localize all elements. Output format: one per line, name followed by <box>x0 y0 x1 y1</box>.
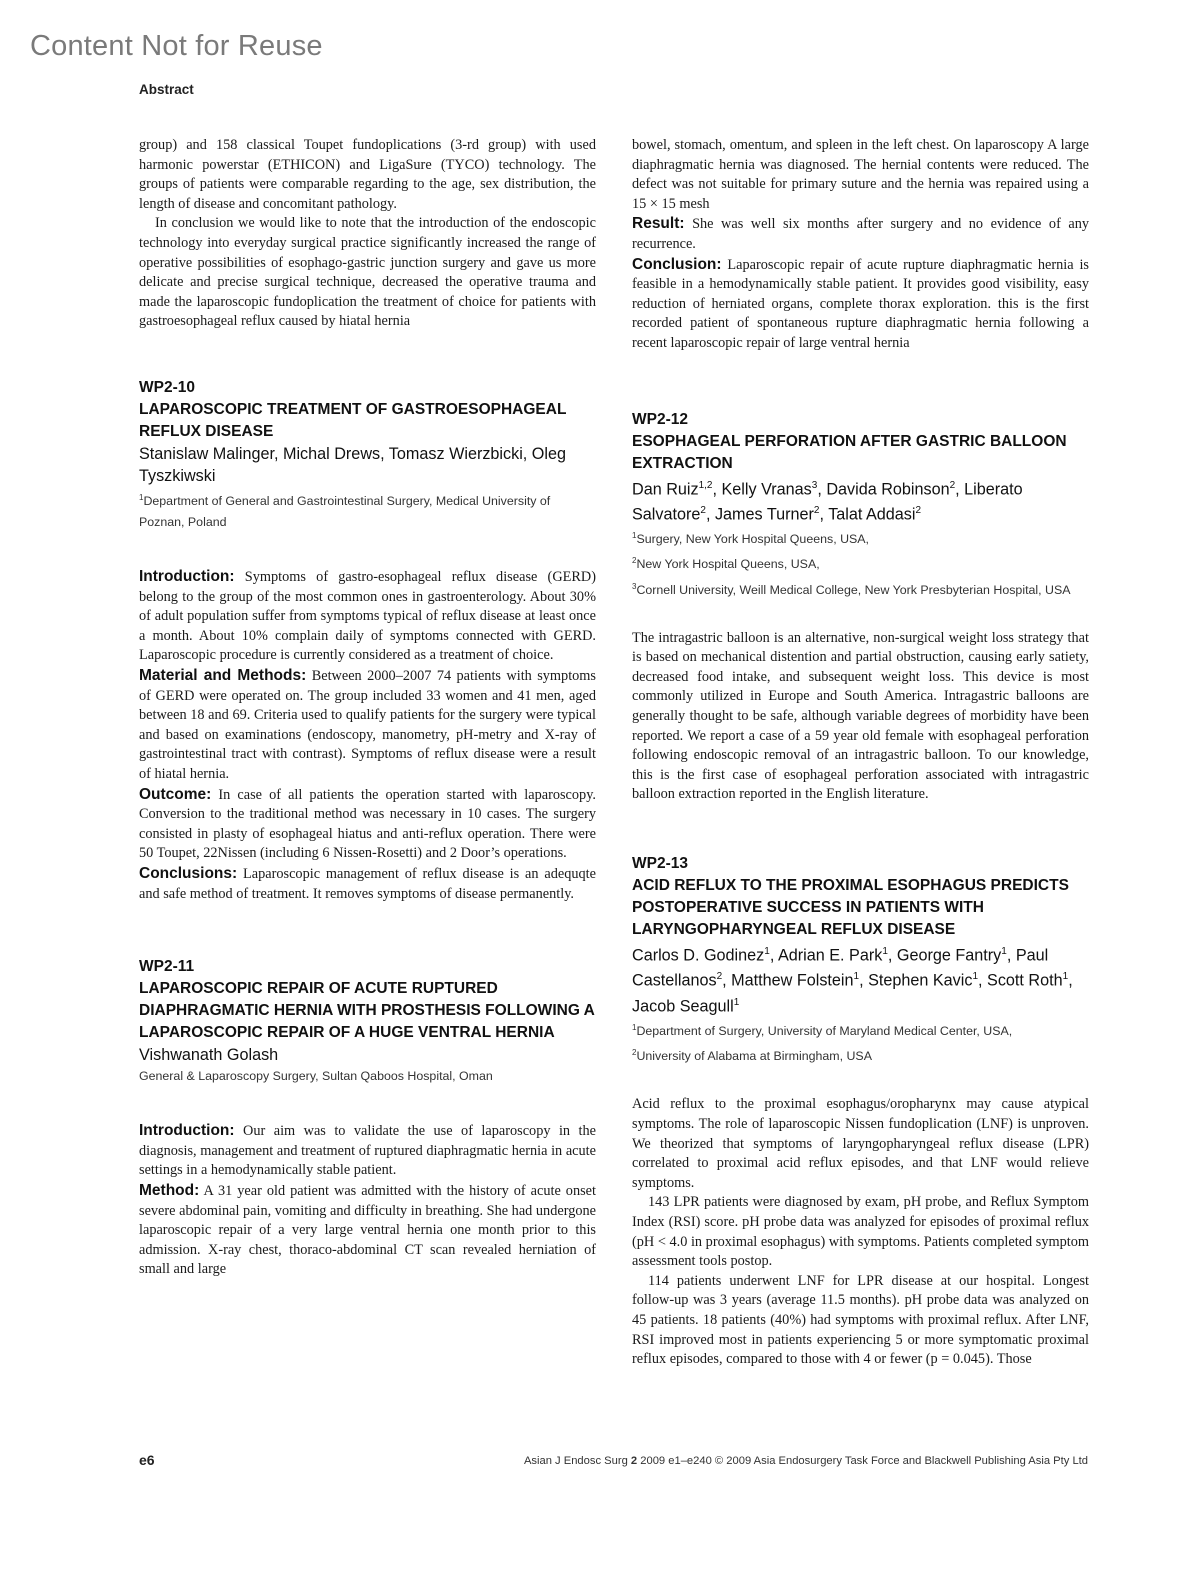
author-affiliation-mark: 1 <box>972 971 979 983</box>
watermark: Content Not for Reuse <box>30 30 323 62</box>
abstract-authors: Vishwanath Golash <box>139 1046 279 1065</box>
author-affiliation-mark: 1 <box>882 946 888 958</box>
author-affiliation-mark: 2 <box>915 504 922 516</box>
abstract-authors: Dan Ruiz$^{1,2}$, Kelly Vranas$^3$, Davida Robinson$^2$, Liberato Salvatore$^2$, James Turner$^2$, Talat Addasi$^2$ <box>632 479 1023 524</box>
author-affiliation-mark: 2 <box>813 504 820 516</box>
conclusions-paragraph: Conclusions: Laparoscopic management of reflux disease is an adequqte and safe method of treatment. It removes symptoms of disease permanently. <box>139 864 597 902</box>
abstract-wp2-11 <box>139 956 596 1280</box>
abstract-title: ACID REFLUX TO THE PROXIMAL ESOPHAGUS PREDICTS POSTOPERATIVE SUCCESS IN PATIENTS WITH LARYNGOPHARYNGEAL REFLUX DISEASE <box>632 877 1069 939</box>
affiliation-list <box>632 1017 1089 1067</box>
abstract-body: Acid reflux to the proximal esophagus/oropharynx may cause atypical symptoms. The role of laparoscopic Nissen fundoplication (LNF) is unproven. We theorized that symptoms of laryngopharyngeal reflux disease (LPR) correlated to proximal acid reflux episodes, and that LNF would relieve symptoms. <box>632 1096 1089 1191</box>
author-name: Stephen Kavic <box>868 971 973 990</box>
abstract-title: LAPAROSCOPIC TREATMENT OF GASTROESOPHAGEAL REFLUX DISEASE <box>139 400 567 440</box>
affiliation: General & Laparoscopy Surgery, Sultan Qaboos Hospital, Oman <box>139 1069 493 1084</box>
author-name: Dan Ruiz <box>632 479 699 498</box>
author-affiliation-mark: 2 <box>716 971 723 983</box>
abstract-title: LAPAROSCOPIC REPAIR OF ACUTE RUPTURED DIAPHRAGMATIC HERNIA WITH PROSTHESIS FOLLOWING A LAPAROSCOPIC REPAIR OF A HUGE VENTRAL HERNIA <box>139 980 595 1042</box>
abstract-body: 143 LPR patients were diagnosed by exam, pH probe, and Reflux Symptom Index (RSI) score. pH probe data was analyzed for episodes of proximal reflux (pH < 4.0 in proximal esophagus) with symptoms. Patients completed symptom assessment tools postop. <box>632 1194 1089 1270</box>
author-affiliation-mark: 1 <box>733 996 740 1008</box>
author-name: Carlos D. Godinez <box>632 946 765 965</box>
journal-citation: Asian J Endosc Surg 2 2009 e1–e240 © 2009 Asia Endosurgery Task Force and Blackwell Publishing Asia Pty Ltd <box>523 1455 1088 1467</box>
author-name: Kelly Vranas <box>721 479 812 498</box>
affiliation-list <box>632 525 1089 600</box>
affiliation: $^1$Department of General and Gastrointestinal Surgery, Medical University of Poznan, Poland <box>139 492 551 530</box>
author-name: Davida Robinson <box>826 479 950 498</box>
abstract-wp2-13 <box>632 853 1089 1370</box>
author-name: Scott Roth <box>987 971 1063 990</box>
abstract-authors: Stanislaw Malinger, Michal Drews, Tomasz Wierzbicki, Oleg Tyszkiwski <box>139 444 566 485</box>
section-label: Abstract <box>139 82 194 97</box>
affiliation: $^2$University of Alabama at Birmingham, USA <box>632 1048 872 1064</box>
author-name: Talat Addasi <box>828 505 916 524</box>
author-affiliation-mark: 1 <box>1001 946 1007 958</box>
abstract-code: WP2-12 <box>632 410 688 428</box>
abstract-code: WP2-11 <box>139 958 195 976</box>
affiliation: $^1$Department of Surgery, University of Maryland Medical Center, USA, <box>632 1023 1013 1039</box>
abstract-body: 114 patients underwent LNF for LPR disease at our hospital. Longest follow-up was 3 years (average 11.5 months). pH probe data was analyzed on 45 patients. 18 patients (40%) had symptoms with proximal reflux. After LNF, RSI improved most in patients experiencing 5 or more symptomatic proximal reflux episodes, compared to those with 4 or fewer (p = 0.045). Those <box>632 1272 1089 1368</box>
left-column <box>139 136 596 1280</box>
author-name: George Fantry <box>896 946 1002 965</box>
author-affiliation-mark: 2 <box>700 504 706 516</box>
abstract-code: WP2-13 <box>632 855 688 873</box>
author-name: James Turner <box>714 505 814 524</box>
affiliation: $^2$New York Hospital Queens, USA, <box>632 556 820 572</box>
continued-paragraph: In conclusion we would like to note that the introduction of the endoscopic technology into everyday surgical practice significantly increased the range of operative possibilities of esophago-gastric junction surgery and gave us more delicate and precise surgical technique, decreased the operative trauma and made the laparoscopic fundoplication the treatment of choice for patients with gastroesophageal reflux caused by hiatal hernia <box>139 215 596 330</box>
abstract-body: The intragastric balloon is an alternative, non-surgical weight loss strategy that is based on mechanical distention and partial obstruction, causing early satiety, decreased food intake, and subsequent weight loss. This device is most commonly utilized in Europe and South America. Intragastric balloons are generally thought to be safe, although variable degrees of morbidity have been reported. We report a case of a 59 year old female with esophageal perforation following endoscopic removal of an intragastric balloon. To our knowledge, this is the first case of esophageal perforation associated with intragastric balloon extraction reported in the English literature. <box>632 629 1089 803</box>
affiliation: $^3$Cornell University, Weill Medical College, New York Presbyterian Hospital, USA <box>632 581 1071 597</box>
page-number: e6 <box>139 1452 155 1468</box>
right-column <box>632 136 1089 1370</box>
author-affiliation-mark: 1 <box>1062 971 1069 983</box>
outcome-paragraph: Outcome: In case of all patients the operation started with laparoscopy. Conversion to the traditional method was necessary in 10 cases. The surgery consisted in plasty of esophageal hiatus and anti-reflux operation. There were 50 Toupet, 22Nissen (including 6 Nissen-Rosetti) and 2 Door’s operations. <box>139 785 596 862</box>
author-name: Liberato Salvatore <box>632 479 1023 524</box>
continued-paragraph: bowel, stomach, omentum, and spleen in the left chest. On laparoscopy A large diaphragmatic hernia was diagnosed. The hernial contents were reduced. The defect was not suitable for primary suture and the hernia was repaired using a 15 × 15 mesh <box>632 137 1089 212</box>
result-paragraph: Result: She was well six months after surgery and no evidence of any recurrence. <box>632 215 1089 252</box>
author-affiliation-mark: 1 <box>764 946 770 958</box>
method-paragraph: Method: A 31 year old patient was admitted with the history of acute onset severe abdominal pain, vomiting and difficulty in breathing. She had undergone laparoscopic repair of a very large ventral hernia one month prior to this admission. X-ray chest, thoraco-abdominal CT scan revealed herniation of small and large <box>139 1181 596 1278</box>
conclusion-paragraph: Conclusion: Laparoscopic repair of acute rupture diaphragmatic hernia is feasible in a hemodynamically stable patient. It provides good visibility, easy reduction of herniated organs, complete thorax exploration. this is the first recorded patient of spontaneous rupture diaphragmatic hernia following a recent laparoscopic repair of large ventral hernia <box>632 255 1089 351</box>
abstract-title: ESOPHAGEAL PERFORATION AFTER GASTRIC BALLOON EXTRACTION <box>632 432 1067 472</box>
author-affiliation-mark: 1,2 <box>698 479 713 491</box>
abstract-authors: Carlos D. Godinez$^1$, Adrian E. Park$^1$, George Fantry$^1$, Paul Castellanos$^2$, Matthew Folstein$^1$, Stephen Kavic$^1$, Scott Roth$^1$, Jacob Seagull$^1$ <box>632 946 1073 1016</box>
affiliation: $^1$Surgery, New York Hospital Queens, USA, <box>632 531 869 547</box>
author-affiliation-mark: 1 <box>853 971 860 983</box>
introduction-paragraph: Introduction: Symptoms of gastro-esophageal reflux disease (GERD) belong to the group of the most common ones in gastroenterology. About 30% of adult population suffer from symptoms typical of reflux disease at least once a month. About 10% complain daily of symptoms connected with GERD. Laparoscopic procedure is currently considered as a treatment of choice. <box>139 568 597 664</box>
abstract-wp2-10 <box>139 377 596 904</box>
author-name: Adrian E. Park <box>777 946 883 965</box>
methods-paragraph: Material and Methods: Between 2000–2007 74 patients with symptoms of GERD were operated on. The group included 33 women and 41 men, aged between 18 and 69. Criteria used to qualify patients for the surgery were typical and based on examinations (endoscopy, manometry, pH-metry and X-ray of gastrointestinal tract with contrast). Symptoms of reflux disease were a result of hiatal hernia. <box>139 667 596 782</box>
continued-paragraph: group) and 158 classical Toupet fundoplications (3-rd group) with used harmonic powerstar (ETHICON) and LigaSure (TYCO) technology. The groups of patients were comparable regarding to the age, sex distribution, the length of disease and concomitant pathology. <box>139 137 596 212</box>
author-name: Matthew Folstein <box>731 971 854 990</box>
abstract-code: WP2-10 <box>139 378 195 396</box>
abstract-wp2-12 <box>632 409 1089 806</box>
author-name: Paul Castellanos <box>632 946 1049 990</box>
introduction-paragraph: Introduction: Our aim was to validate the use of laparoscopy in the diagnosis, management and treatment of ruptured diaphragmatic hernia in acute settings in a hemodynamically stable patient. <box>139 1122 596 1179</box>
author-affiliation-mark: 2 <box>949 479 956 491</box>
author-affiliation-mark: 3 <box>811 479 818 491</box>
author-name: Jacob Seagull <box>632 997 734 1016</box>
